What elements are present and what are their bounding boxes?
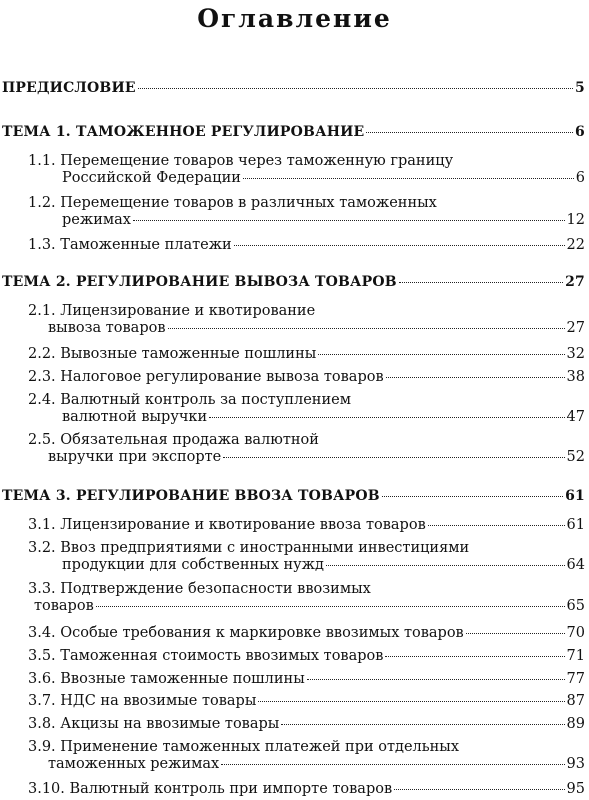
toc-page-number: 32: [566, 346, 585, 362]
toc-page-number: 71: [566, 648, 585, 664]
toc-page-number: 61: [565, 488, 585, 504]
dot-leader: [386, 377, 565, 378]
toc-page-number: 22: [566, 237, 585, 253]
dot-leader: [385, 656, 564, 657]
toc-page-number: 47: [566, 409, 585, 425]
toc-entry-label: 2.4. Валютный контроль за поступлением: [28, 392, 351, 408]
toc-entry-preface[interactable]: [2, 80, 585, 97]
toc-entry-1-3[interactable]: [28, 237, 585, 254]
dot-leader: [223, 457, 564, 458]
toc-entry-label: 1.2. Перемещение товаров в различных таможенных: [28, 195, 437, 211]
toc-entry-2-5[interactable]: [28, 432, 585, 466]
toc-entry-label: 1.3. Таможенные платежи: [28, 237, 232, 253]
toc-entry-label: продукции для собственных нужд: [62, 557, 324, 573]
toc-entry-3-2[interactable]: [28, 540, 585, 574]
toc-entry-label: Российской Федерации: [62, 170, 241, 186]
toc-entry-2-3[interactable]: [28, 369, 585, 386]
toc-page-number: 6: [575, 170, 585, 186]
dot-leader: [133, 220, 565, 221]
toc-page-number: 64: [566, 557, 585, 573]
dot-leader: [168, 328, 565, 329]
toc-entry-label: 3.5. Таможенная стоимость ввозимых товаров: [28, 648, 384, 664]
toc-entry-2-1[interactable]: [28, 303, 585, 337]
toc-page-number: 6: [575, 124, 585, 140]
toc-topic-2[interactable]: [2, 274, 585, 291]
toc-page-number: 70: [566, 625, 585, 641]
toc-page-number: 12: [566, 212, 585, 228]
toc-entry-2-4[interactable]: [28, 392, 585, 426]
toc-page-number: 89: [566, 716, 585, 732]
toc-entry-label: 3.10. Валютный контроль при импорте товаров: [28, 781, 393, 797]
toc-entry-label: 2.2. Вывозные таможенные пошлины: [28, 346, 317, 362]
toc-page-number: 5: [575, 80, 585, 96]
toc-entry-label: товаров: [34, 598, 94, 614]
toc-entry-label: 3.9. Применение таможенных платежей при отдельных: [28, 739, 460, 755]
toc-topic-1[interactable]: [2, 124, 585, 141]
dot-leader: [326, 565, 565, 566]
dot-leader: [221, 764, 564, 765]
dot-leader: [281, 724, 564, 725]
toc-page-number: 27: [566, 320, 585, 336]
dot-leader: [307, 679, 565, 680]
toc-entry-label: 2.5. Обязательная продажа валютной: [28, 432, 319, 448]
toc-topic-3[interactable]: [2, 488, 585, 505]
dot-leader: [243, 178, 574, 179]
toc-entry-label: 2.3. Налоговое регулирование вывоза товаров: [28, 369, 384, 385]
toc-entry-label: 2.1. Лицензирование и квотирование: [28, 303, 316, 319]
toc-page-number: 38: [566, 369, 585, 385]
toc-entry-label: таможенных режимах: [48, 756, 220, 772]
page-title: Оглавление: [197, 4, 392, 33]
toc-entry-label: валютной выручки: [62, 409, 208, 425]
toc-entry-label: ТЕМА 3. РЕГУЛИРОВАНИЕ ВВОЗА ТОВАРОВ: [2, 488, 380, 504]
toc-page-number: 61: [566, 517, 585, 533]
toc-page-number: 65: [566, 598, 585, 614]
dot-leader: [428, 525, 565, 526]
toc-entry-1-1[interactable]: [28, 153, 585, 187]
toc-entry-label: 1.1. Перемещение товаров через таможенную границу: [28, 153, 454, 169]
dot-leader: [318, 354, 564, 355]
toc-entry-label: 3.6. Ввозные таможенные пошлины: [28, 671, 305, 687]
toc-entry-label: ТЕМА 2. РЕГУЛИРОВАНИЕ ВЫВОЗА ТОВАРОВ: [2, 274, 397, 290]
toc-entry-3-1[interactable]: [28, 517, 585, 534]
dot-leader: [258, 701, 564, 702]
toc-entry-3-6[interactable]: [28, 671, 585, 688]
dot-leader: [209, 417, 564, 418]
toc-page-number: 52: [566, 449, 585, 465]
dot-leader: [366, 132, 573, 133]
dot-leader: [96, 606, 565, 607]
toc-page-number: 27: [565, 274, 585, 290]
dot-leader: [382, 496, 563, 497]
dot-leader: [399, 282, 563, 283]
toc-entry-3-3[interactable]: [28, 581, 585, 615]
toc-entry-3-7[interactable]: [28, 693, 585, 710]
toc-entry-3-9[interactable]: [28, 739, 585, 773]
toc-entry-label: 3.3. Подтверждение безопасности ввозимых: [28, 581, 371, 597]
dot-leader: [138, 88, 573, 89]
toc-entry-label: ТЕМА 1. ТАМОЖЕННОЕ РЕГУЛИРОВАНИЕ: [2, 124, 365, 140]
dot-leader: [466, 633, 565, 634]
dot-leader: [234, 245, 565, 246]
toc-entry-label: выручки при экспорте: [48, 449, 222, 465]
toc-entry-label: 3.1. Лицензирование и квотирование ввоза товаров: [28, 517, 426, 533]
toc-entry-3-5[interactable]: [28, 648, 585, 665]
toc-page-number: 77: [566, 671, 585, 687]
toc-entry-label: 3.4. Особые требования к маркировке ввозимых товаров: [28, 625, 464, 641]
dot-leader: [394, 789, 564, 790]
toc-entry-label: режимах: [62, 212, 131, 228]
toc-entry-label: ПРЕДИСЛОВИЕ: [2, 80, 136, 96]
toc-entry-2-2[interactable]: [28, 346, 585, 363]
toc-entry-label: 3.8. Акцизы на ввозимые товары: [28, 716, 280, 732]
toc-entry-3-10[interactable]: [28, 781, 585, 798]
toc-entry-3-8[interactable]: [28, 716, 585, 733]
toc-entry-label: 3.2. Ввоз предприятиями с иностранными инвестициями: [28, 540, 470, 556]
toc-entry-label: вывоза товаров: [48, 320, 166, 336]
toc-entry-1-2[interactable]: [28, 195, 585, 229]
toc-entry-3-4[interactable]: [28, 625, 585, 642]
toc-page-number: 87: [566, 693, 585, 709]
toc-page-number: 95: [566, 781, 585, 797]
toc-page-number: 93: [566, 756, 585, 772]
toc-entry-label: 3.7. НДС на ввозимые товары: [28, 693, 257, 709]
